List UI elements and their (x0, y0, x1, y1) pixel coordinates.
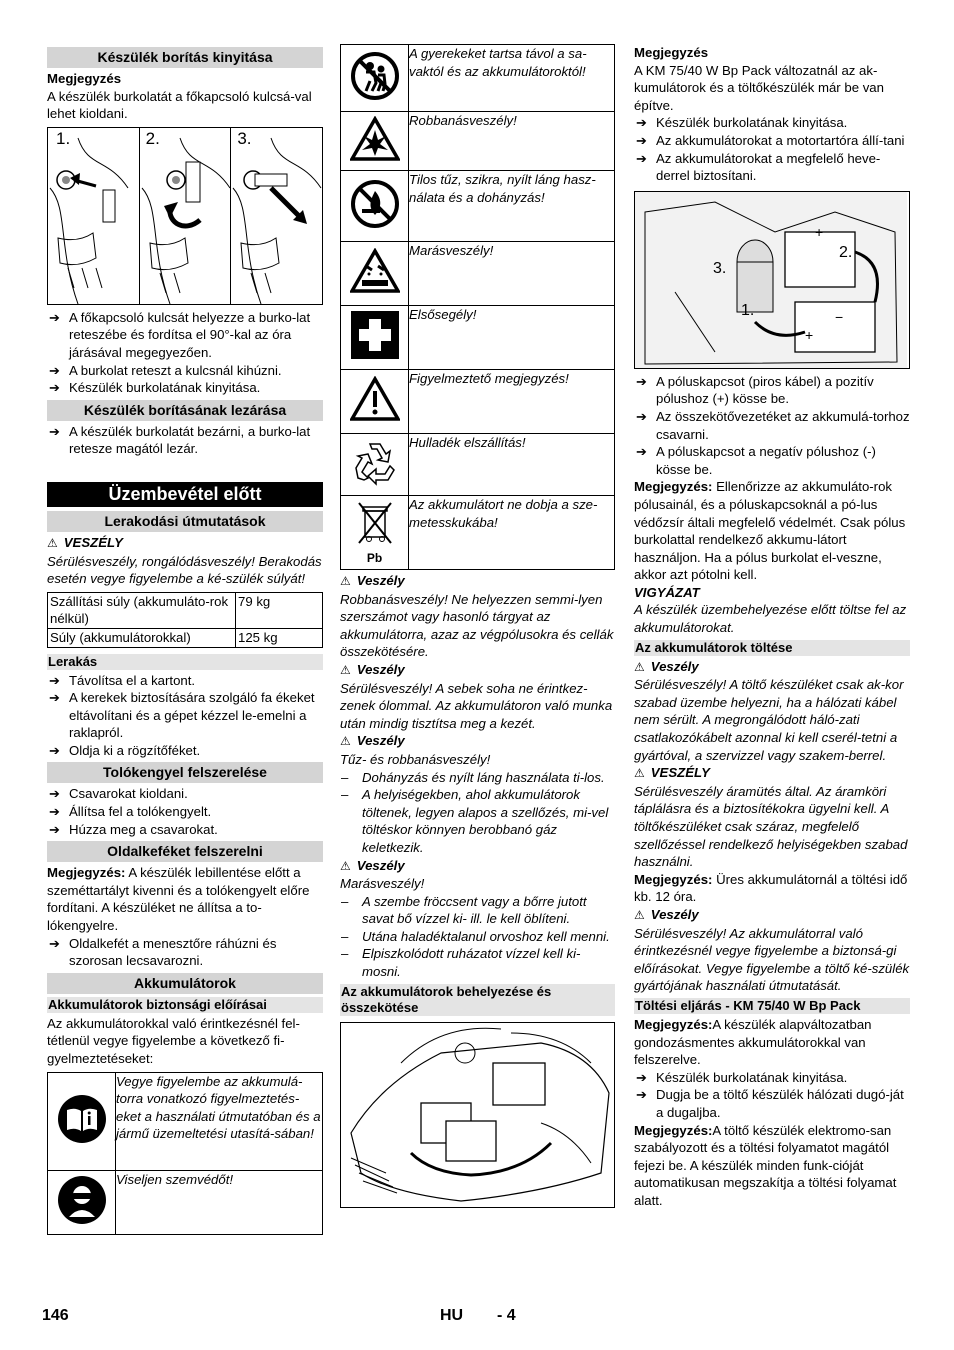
figure-label-2: 2. (839, 243, 853, 261)
step-unload-2: ➔ A kerekek biztosítására szolgáló fa ékeket eltávolítani és a gépet kézzel le-emelni a raklapról. (47, 689, 323, 742)
note-label: Megjegyzés: (634, 871, 713, 887)
goggles-icon-cell (48, 1170, 116, 1234)
step-connect-3: ➔ A póluskapcsot a negatív pólushoz (-) kösse be. (634, 443, 910, 478)
table-row (341, 242, 615, 306)
table-row (341, 306, 615, 370)
step-handle-2: ➔ Állítsa fel a tolókengyelt. (47, 803, 323, 821)
table-row (341, 434, 615, 496)
warning-text-1: Robbanásveszély! Ne helyezzen semmi-lyen szerszámot vagy hasonló tárgyat az akkumulátorra, azaz az végpólusokra és cellák összekötésére. (340, 591, 614, 660)
note-text-bp-pack: A KM 75/40 W Bp Pack változatnál az ak-kumulátorok és a töltőkészülék már be van építve. (634, 62, 884, 113)
eye-protection-icon (57, 1175, 107, 1225)
weight-value-transport: 79 kg (236, 592, 323, 628)
note-text: Ellenőrizze az akkumuláto-rok pólusainál, és a póluskapcsoknál a pó-lus védőzsír általi megfelelő védelmét. Csak pólus burkolattal rendelkező akkumu-látort használjon. Ha a pólus burkolat el-veszne, akkor azt pótolni kell. (634, 479, 906, 583)
safety-intro: Az akkumulátorokkal való érintkezésnél fel-tétlenül vegye figyelembe a következő fi-gyelmeztetéseket: (47, 1015, 300, 1066)
step-battery-1: ➔ Készülék burkolatának kinyitása. (634, 114, 910, 132)
warning-text-4: Marásveszély! (340, 876, 425, 892)
symbol-text-7: Hulladék elszállítás! (409, 434, 615, 496)
figure-label-1: 1. (741, 301, 755, 319)
weight-value-with-batteries: 125 kg (236, 628, 323, 647)
step-battery-3: ➔ Az akkumulátorokat a megfelelő heve-derrel biztosítani. (634, 150, 910, 185)
heading-batteries: Akkumulátorok (47, 973, 323, 994)
warning-icon (350, 376, 400, 422)
weight-label-transport: Szállítási súly (akkumuláto-rok nélkül) (48, 592, 236, 628)
key-turn-illustration (140, 128, 232, 304)
warning-item-3-1: – Dohányzás és nyílt láng használata ti-los. (340, 769, 615, 787)
warning-label-2: ⚠ Veszély (340, 661, 615, 680)
lead-label: Pb (366, 550, 383, 565)
warning-label-charger: ⚠ Veszély (634, 658, 910, 677)
symbol-text-6: Figyelmeztető megjegyzés! (409, 370, 615, 434)
caution-label: VIGYÁZAT (634, 584, 700, 600)
safety-symbol-table-left (47, 1072, 323, 1235)
symbol-text-1: A gyerekeket tartsa távol a sa-vaktól és az akkumulátoroktól! (409, 45, 615, 112)
symbol-text-5: Elsősegély! (409, 306, 615, 370)
warning-item-4-2: – Utána haladéktalanul orvoshoz kell menni. (340, 928, 615, 946)
step-handle-3: ➔ Húzza meg a csavarokat. (47, 821, 323, 839)
step-connect-1: ➔ A póluskapcsot (piros kábel) a pozitív pólushoz (+) kösse be. (634, 373, 910, 408)
warning-item-4-1: – A szembe fröccsent vagy a bőrre jutott savat bő vízzel ki- ill. le kell öblíteni. (340, 893, 615, 928)
warning-item-4-3: – Elpiszkolódott ruházatot vízzel kell ki-mosni. (340, 945, 615, 980)
figure-step-1 (48, 128, 140, 304)
explosion-icon (350, 116, 400, 162)
svg-text:−: − (835, 308, 844, 325)
note-label: Megjegyzés: (634, 479, 713, 495)
heading-side-brush: Oldalkeféket felszerelni (47, 841, 323, 862)
warning-label-3: ⚠ Veszély (340, 732, 615, 751)
heading-commissioning: Üzembevétel előtt (47, 482, 323, 507)
note-text: A készülék burkolatát a főkapcsoló kulcsá-val lehet kioldani. (47, 88, 312, 122)
step-close-1: ➔ A készülék burkolatát bezárni, a burko-lat retesze magától lezár. (47, 423, 323, 458)
heading-push-handle: Tolókengyel felszerelése (47, 762, 323, 783)
note-label: Megjegyzés: (634, 1122, 713, 1138)
warning-text-charger: Sérülésveszély! A töltő készüléket csak ak-kor szabad üzembe helyezni, ha a hálózati kábel nem sérült. A megrongálódott háló-zati csatlakozókábelt azonnal ki kell cserél-tetni a gyártóval, a szervizzel vagy szakem-berrel. (634, 677, 904, 763)
figure-step-1-label: 1. (56, 128, 71, 148)
warning-item-3-2: – A helyiségekben, ahol akkumulátorok töltenek, legyen alapos a szellőzés, mi-vel töltéskor könnyen berobbanó gáz keletkezik. (340, 786, 615, 856)
note-text: A készülék alapváltozatban gondozásmentes akkumulátorokkal van felszerelve. (634, 1016, 872, 1068)
table-row (341, 370, 615, 434)
note-text: Üres akkumulátornál a töltési idő kb. 12 óra. (634, 871, 908, 905)
figure-label-3: 3. (713, 259, 727, 277)
step-open-3: ➔ Készülék burkolatának kinyitása. (47, 379, 323, 397)
heading-insert-batteries: Az akkumulátorok behelyezése és összekötése (340, 984, 615, 1016)
page-number: 146 (42, 1307, 69, 1324)
warning-label-4: ⚠ Veszély (340, 857, 615, 876)
danger-label: ⚠ VESZÉLY (47, 534, 323, 553)
first-aid-icon (351, 311, 399, 359)
step-brush-1: ➔ Oldalkefét a menesztőre ráhúzni és szorosan lecsavarozni. (47, 935, 323, 970)
table-row (341, 171, 615, 242)
table-row (48, 592, 323, 628)
warning-text-electric: Sérülésveszély áramütés által. Az áramköri táplálásra és a biztosítékokra ügyelni kell. A töltőkészüléket csak száraz, megfelelő szellőzéssel rendelkező helyiségekben szabad használni. (634, 783, 908, 870)
language-code: HU (440, 1307, 464, 1324)
warning-label-electric: ⚠ VESZÉLY (634, 764, 910, 783)
table-row (48, 1170, 323, 1234)
brush-note (47, 864, 323, 934)
manual-text: Vegye figyelembe az akkumulá-torra vonatkozó figyelmeztetés-eket a használati útmutatóban és a jármű üzemeltetési utasítá-sában! (116, 1072, 323, 1170)
symbol-cell (341, 496, 409, 570)
figure-cover-steps (47, 127, 323, 305)
cover-latch-pull-illustration (231, 128, 323, 304)
symbol-cell (341, 112, 409, 171)
step-connect-2: ➔ Az összekötővezetéket az akkumulá-torhoz csavarni. (634, 408, 910, 443)
warning-text-3: Tűz- és robbanásveszély! (340, 751, 491, 767)
note-terminal-grease (634, 478, 910, 584)
column-middle (340, 44, 615, 1208)
sub-page-number: - 4 (497, 1307, 516, 1324)
symbol-text-8: Az akkumulátort ne dobja a sze-metesskukába! (409, 496, 615, 570)
step-open-1: ➔ A főkapcsoló kulcsát helyezze a burko-lat reteszébe és fordítsa el 90°-kal az óra járásával megegyezően. (47, 309, 323, 362)
note-maintenance-free (634, 1016, 910, 1069)
figure-step-3 (231, 128, 322, 304)
svg-text:+: + (805, 326, 814, 343)
table-row (341, 45, 615, 112)
warning-text-2: Sérülésveszély! A sebek soha ne érintkez-zenek ólommal. Az akkumulátoron való munka után mindig tisztítsa meg a kezét. (340, 680, 613, 731)
warning-label-contact: ⚠ Veszély (634, 906, 910, 925)
note-charge-time (634, 871, 910, 906)
crossed-bin-icon (355, 501, 395, 547)
symbol-cell (341, 171, 409, 242)
recycling-icon (350, 438, 400, 486)
heading-battery-safety: Akkumulátorok biztonsági előírásai (47, 997, 323, 1013)
symbol-cell (341, 306, 409, 370)
heading-charging: Az akkumulátorok töltése (634, 640, 910, 656)
table-row (48, 628, 323, 647)
column-left (47, 44, 323, 1235)
column-right (634, 44, 910, 1209)
heading-unload: Lerakás (47, 654, 323, 670)
figure-step-3-label: 3. (237, 128, 252, 148)
key-insert-illustration (48, 128, 132, 304)
safety-symbol-table (340, 44, 615, 570)
note-charger-auto (634, 1122, 910, 1210)
note-label: Megjegyzés (47, 71, 122, 86)
manual-icon-cell (48, 1072, 116, 1170)
heading-unloading: Lerakodási útmutatások (47, 511, 323, 532)
step-charge-1: ➔ Készülék burkolatának kinyitása. (634, 1069, 910, 1087)
no-fire-icon (350, 179, 400, 229)
battery-connection-illustration (635, 192, 907, 369)
heading-cover-open: Készülék borítás kinyitása (47, 47, 323, 68)
step-open-2: ➔ A burkolat reteszt a kulcsnál kihúzni. (47, 362, 323, 380)
corrosive-icon (350, 248, 400, 294)
symbol-cell (341, 434, 409, 496)
step-battery-2: ➔ Az akkumulátorokat a motortartóra állí-tani (634, 132, 910, 150)
symbol-cell (341, 45, 409, 112)
figure-step-2 (140, 128, 232, 304)
caution-text: A készülék üzembehelyezése előtt töltse fel az akkumulátorokat. (634, 602, 907, 636)
svg-text:+: + (815, 223, 824, 240)
symbol-cell (341, 370, 409, 434)
heading-cover-close: Készülék borításának lezárása (47, 400, 323, 421)
brush-note-label: Megjegyzés: (47, 865, 126, 881)
note-text: A töltő készülék elektromo-san szabályozott és a töltési folyamatot magától fejezi be. A készülék minden funk-cióját automatikusan megszakítja a töltési folyamat alatt. (634, 1122, 897, 1208)
table-row (341, 112, 615, 171)
step-unload-3: ➔ Oldja ki a rögzítőféket. (47, 742, 323, 760)
battery-installation-illustration (341, 1023, 614, 1208)
brush-note-text: A készülék lebillentése előtt a szeméttartályt kivenni és a tolókengyelt előre fordítani. A készüléket ne állítsa a to-lókengyelre. (47, 865, 310, 934)
step-charge-2: ➔ Dugja be a töltő készülék hálózati dugó-ját a dugaljba. (634, 1086, 910, 1121)
weight-label-with-batteries: Súly (akkumulátorokkal) (48, 628, 236, 647)
table-row (341, 496, 615, 570)
figure-battery-connection (634, 191, 910, 369)
step-handle-1: ➔ Csavarokat kioldani. (47, 785, 323, 803)
symbol-text-4: Marásveszély! (409, 242, 615, 306)
manual-icon (57, 1094, 107, 1144)
figure-battery-installation (340, 1022, 615, 1208)
symbol-text-3: Tilos tűz, szikra, nyílt láng hasz-nálata és a dohányzás! (409, 171, 615, 242)
heading-charging-procedure: Töltési eljárás - KM 75/40 W Bp Pack (634, 998, 910, 1014)
danger-text: Sérülésveszély, rongálódásveszély! Berakodás esetén vegye figyelembe a ké-szülék súlyát! (47, 553, 322, 587)
symbol-cell (341, 242, 409, 306)
warning-text-contact: Sérülésveszély! Az akkumulátorral való érintkezésnél vegye figyelembe a biztonsá-gi előírásokat. Vegye figyelembe a töltő ké-szülék gyártójának használati útmutatását. (634, 925, 910, 994)
weight-table (47, 592, 323, 648)
note-label-bp-pack: Megjegyzés (634, 45, 709, 60)
table-row (48, 1072, 323, 1170)
figure-step-2-label: 2. (145, 128, 160, 148)
symbol-text-2: Robbanásveszély! (409, 112, 615, 171)
keep-children-away-icon (350, 51, 400, 101)
goggles-text: Viseljen szemvédőt! (116, 1170, 323, 1234)
note-label: Megjegyzés: (634, 1016, 713, 1032)
warning-label-1: ⚠ Veszély (340, 572, 615, 591)
step-unload-1: ➔ Távolítsa el a kartont. (47, 672, 323, 690)
